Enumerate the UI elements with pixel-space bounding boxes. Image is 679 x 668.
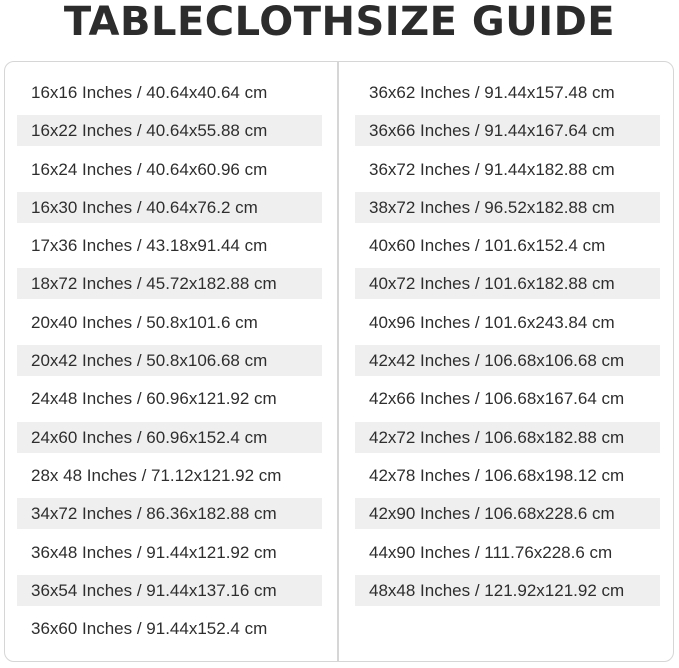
size-row: 24x60 Inches / 60.96x152.4 cm <box>17 422 322 453</box>
size-row: 24x48 Inches / 60.96x121.92 cm <box>31 389 277 409</box>
page-title: TABLECLOTHSIZE GUIDE <box>63 0 616 45</box>
size-row: 36x72 Inches / 91.44x182.88 cm <box>369 159 615 179</box>
size-row: 38x72 Inches / 96.52x182.88 cm <box>355 192 660 223</box>
left-size-list <box>17 77 322 651</box>
size-row: 20x40 Inches / 50.8x101.6 cm <box>31 312 258 332</box>
size-row: 20x42 Inches / 50.8x106.68 cm <box>17 345 322 376</box>
size-row: 40x96 Inches / 101.6x243.84 cm <box>369 312 615 332</box>
size-row: 36x62 Inches / 91.44x157.48 cm <box>369 83 615 102</box>
size-row: 44x90 Inches / 111.76x228.6 cm <box>369 542 613 562</box>
size-row: 42x90 Inches / 106.68x228.6 cm <box>355 498 660 529</box>
size-row: 36x48 Inches / 91.44x121.92 cm <box>31 542 277 562</box>
size-row: 42x42 Inches / 106.68x106.68 cm <box>355 345 660 376</box>
size-row: 40x60 Inches / 101.6x152.4 cm <box>369 236 606 256</box>
column-divider <box>337 61 339 662</box>
size-row: 40x72 Inches / 101.6x182.88 cm <box>355 268 660 299</box>
size-row: 17x36 Inches / 43.18x91.44 cm <box>31 236 268 256</box>
size-row: 18x72 Inches / 45.72x182.88 cm <box>17 268 322 299</box>
size-row: 16x16 Inches / 40.64x40.64 cm <box>31 83 268 102</box>
size-row: 16x24 Inches / 40.64x60.96 cm <box>31 159 268 179</box>
size-row: 16x22 Inches / 40.64x55.88 cm <box>17 115 322 146</box>
size-row: 42x78 Inches / 106.68x198.12 cm <box>369 465 625 485</box>
size-row: 34x72 Inches / 86.36x182.88 cm <box>17 498 322 529</box>
size-row: 36x60 Inches / 91.44x152.4 cm <box>31 619 268 639</box>
size-row: 42x66 Inches / 106.68x167.64 cm <box>369 389 625 409</box>
size-row: 36x66 Inches / 91.44x167.64 cm <box>355 115 660 146</box>
size-row: 36x54 Inches / 91.44x137.16 cm <box>17 575 322 606</box>
size-row: 42x72 Inches / 106.68x182.88 cm <box>355 422 660 453</box>
size-row: 28x 48 Inches / 71.12x121.92 cm <box>31 465 282 485</box>
right-size-list <box>355 77 660 613</box>
size-row: 48x48 Inches / 121.92x121.92 cm <box>355 575 660 606</box>
size-row: 16x30 Inches / 40.64x76.2 cm <box>17 192 322 223</box>
